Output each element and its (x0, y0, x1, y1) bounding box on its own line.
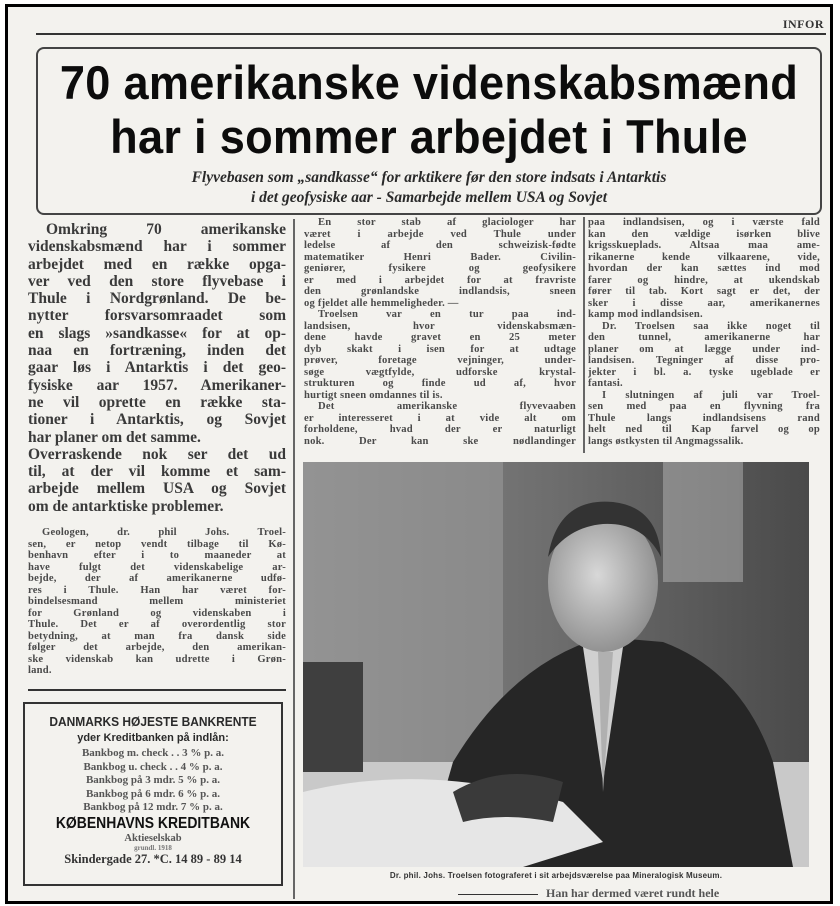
column-1-rule (28, 689, 286, 691)
text-line: En stor stab af glaciologer har (318, 217, 576, 228)
ad-company: Aktieselskab (124, 832, 182, 844)
bank-advertisement (23, 702, 283, 886)
text-line: kamp mod indlandsisen. (588, 309, 703, 320)
subheadline-line-1: Flyvebasen som „sandkasse“ for arktikere før den store indsats i Antarktis (191, 169, 667, 186)
continuation-rule (458, 894, 538, 895)
ad-rate-row: Bankbog på 12 mdr. 7 % p. a. (83, 801, 223, 813)
text-line: til, at der vil komme et sam- (28, 463, 286, 481)
text-line: Thule i Nordgrønland. De be- (28, 290, 286, 308)
desk-object (303, 662, 363, 772)
ad-title: DANMARKS HØJESTE BANKRENTE (49, 714, 257, 729)
text-line: forholdene, hvad der er naturligt (304, 424, 576, 435)
text-line: den tunnel, amerikanerne har (588, 332, 820, 343)
text-line: fører til tab. Kort sagt er det, der (588, 286, 820, 297)
text-line: den grønlandske indlandsis, sneen (304, 286, 576, 297)
text-line: langs østkysten til Angmagssalik. (588, 435, 744, 447)
text-line: Overraskende nok ser det ud (28, 445, 286, 463)
text-line: land. (28, 665, 52, 676)
text-line: res i Thule. Han har været for- (28, 584, 286, 596)
column-2-body (304, 217, 576, 447)
ad-rate-row: Bankbog på 6 mdr. 6 % p. a. (85, 787, 221, 800)
text-line: Det amerikanske flyvevaaben (318, 401, 576, 412)
text-line: benhavn efter i to maaneder at (28, 550, 286, 561)
text-line: strukturen og finde ud af, hvor (304, 378, 576, 389)
text-line: gaar løs i Antarktis i det geo- (28, 359, 286, 377)
text-line: betydning, at man fra dansk side (28, 630, 286, 642)
text-line: ver ved den store flyvebase i (28, 272, 286, 290)
text-line: for Grønland og videnskaben i (28, 607, 286, 619)
text-line: er med i arbejdet for at fravriste (304, 274, 576, 286)
text-line: har planer om det samme. (28, 428, 201, 446)
text-line: arbejdet med en række opga- (28, 255, 286, 273)
text-line: Omkring 70 amerikanske (46, 221, 286, 238)
text-line: fantasi. (588, 378, 623, 389)
text-line: og fjeldet alle hemmeligheder. — (304, 297, 459, 309)
text-line: sker i disse aar, amerikanernes (588, 297, 820, 309)
text-line: dyb skakt i isen for at udtage (304, 343, 576, 355)
text-line: hurtigt sneen omdannes til is. (304, 389, 443, 401)
column-3-body (588, 217, 820, 447)
text-line: er interesseret i at vide alt om (304, 412, 576, 424)
text-line: Dr. Troelsen saa ikke noget til (602, 320, 820, 332)
ad-bank-name: KØBENHAVNS KREDITBANK (55, 814, 251, 832)
text-line: Thule langs indlandsisens rand (588, 412, 820, 424)
text-line: fysiske aar 1957. Amerikaner- (28, 376, 286, 394)
top-rule (36, 33, 826, 35)
ad-rates (25, 747, 281, 815)
ad-rate-row: Bankbog på 3 mdr. 5 % p. a. (85, 774, 221, 786)
subheadline-line-2: i det geofysiske aar - Samarbejde mellem USA og Sovjet (250, 189, 608, 206)
ad-founded: grundl. 1918 (134, 843, 172, 852)
text-line: rikanerne kende vilkaarene, vide, (588, 251, 820, 263)
column-divider-2 (583, 217, 585, 453)
text-line: krigsskueplads. Altsaa maa ame- (588, 240, 820, 251)
text-line: geniører, fysikere og geofysikere (304, 263, 576, 274)
text-line: Thule. Det er af overordentlig stor (28, 619, 286, 630)
text-line: dene havde gravet en 25 meter (304, 332, 576, 343)
text-line: planer om at lægge under ind- (588, 343, 820, 355)
text-line: landsisen. Tegninger af disse pro- (588, 355, 820, 366)
text-line: bindelsesmand mellem ministeriet (28, 596, 286, 607)
ad-rate-row: Bankbog u. check . . 4 % p. a. (83, 760, 223, 773)
text-line: hvordan der kan sættes ind mod (588, 263, 820, 274)
text-line: matematiker Henri Bader. Civilin- (304, 251, 576, 263)
text-line: sen med paa en flyvning fra (588, 401, 820, 412)
text-line: farer og hindre, at ukendskab (588, 274, 820, 286)
ad-subtitle: yder Kreditbanken på indlån: (77, 732, 229, 744)
portrait-photo (303, 462, 809, 867)
text-line: nok. Der kan ske nødlandinger (304, 435, 576, 447)
text-line: været i arbejde ved Thule under (304, 228, 576, 240)
text-line: I slutningen af juli var Troel- (602, 389, 820, 401)
text-line: sen, er netop vendt tilbage til Kø- (28, 538, 286, 550)
text-line: følger det arbejde, den amerikan- (28, 642, 286, 653)
text-line: jekter i bl. a. tyske ugeblade er (588, 366, 820, 378)
text-line: ne vil oprette en række sta- (28, 393, 286, 411)
text-line: en slags »sandkasse« for at op- (28, 324, 286, 342)
text-line: videnskabsmænd har i sommer (28, 238, 286, 256)
text-line: Geologen, dr. phil Johs. Troel- (42, 527, 286, 538)
lead-paragraph (28, 221, 286, 515)
text-line: tioner i Antarktis, og Sovjet (28, 411, 286, 429)
text-line: nytter forsvarsomraadet som (28, 307, 286, 325)
headline-box (36, 47, 822, 215)
text-line: ske videnskab kan udrette i Grøn- (28, 653, 286, 665)
ad-rate-row: Bankbog m. check . . 3 % p. a. (81, 747, 225, 759)
text-line: ledelse af den schweizisk-fødte (304, 240, 576, 251)
headline-line-2: har i sommer arbejdet i Thule (110, 110, 748, 163)
text-line: paa indlandsisen, og i værste fald (588, 217, 820, 228)
headline-line-1: 70 amerikanske videnskabsmænd (59, 56, 799, 109)
ad-address: Skindergade 27. *C. 14 89 - 89 14 (64, 851, 242, 866)
masthead-fragment: INFOR (782, 17, 824, 31)
photo-caption: Dr. phil. Johs. Troelsen fotograferet i sit arbejdsværelse paa Mineralogisk Museum. (389, 871, 723, 880)
text-line: have fulgt det videnskabelige ar- (28, 561, 286, 573)
text-line: landsisen, hvor videnskabsmæn- (304, 320, 576, 332)
text-line: om de antarktiske problemer. (28, 497, 224, 515)
text-line: kan den vældige isørken blive (588, 228, 820, 240)
text-line: bejde, der af amerikanerne udfø- (28, 573, 286, 584)
newspaper-clipping (5, 4, 833, 904)
column-1-body (28, 527, 286, 677)
text-line: søge vægtfylde, udforske krystal- (304, 366, 576, 378)
text-line: naa en fortræning, inden det (28, 342, 286, 360)
text-line: helt ned til Kap farvel og op (588, 424, 820, 435)
column-divider-1 (293, 219, 295, 899)
window (663, 462, 743, 582)
text-line: arbejde mellem USA og Sovjet (28, 480, 286, 498)
text-line: prøver, foretage vejninger, under- (304, 355, 576, 366)
text-line: Troelsen var en tur paa ind- (318, 309, 576, 320)
continuation-text: Han har dermed været rundt hele (546, 886, 720, 900)
